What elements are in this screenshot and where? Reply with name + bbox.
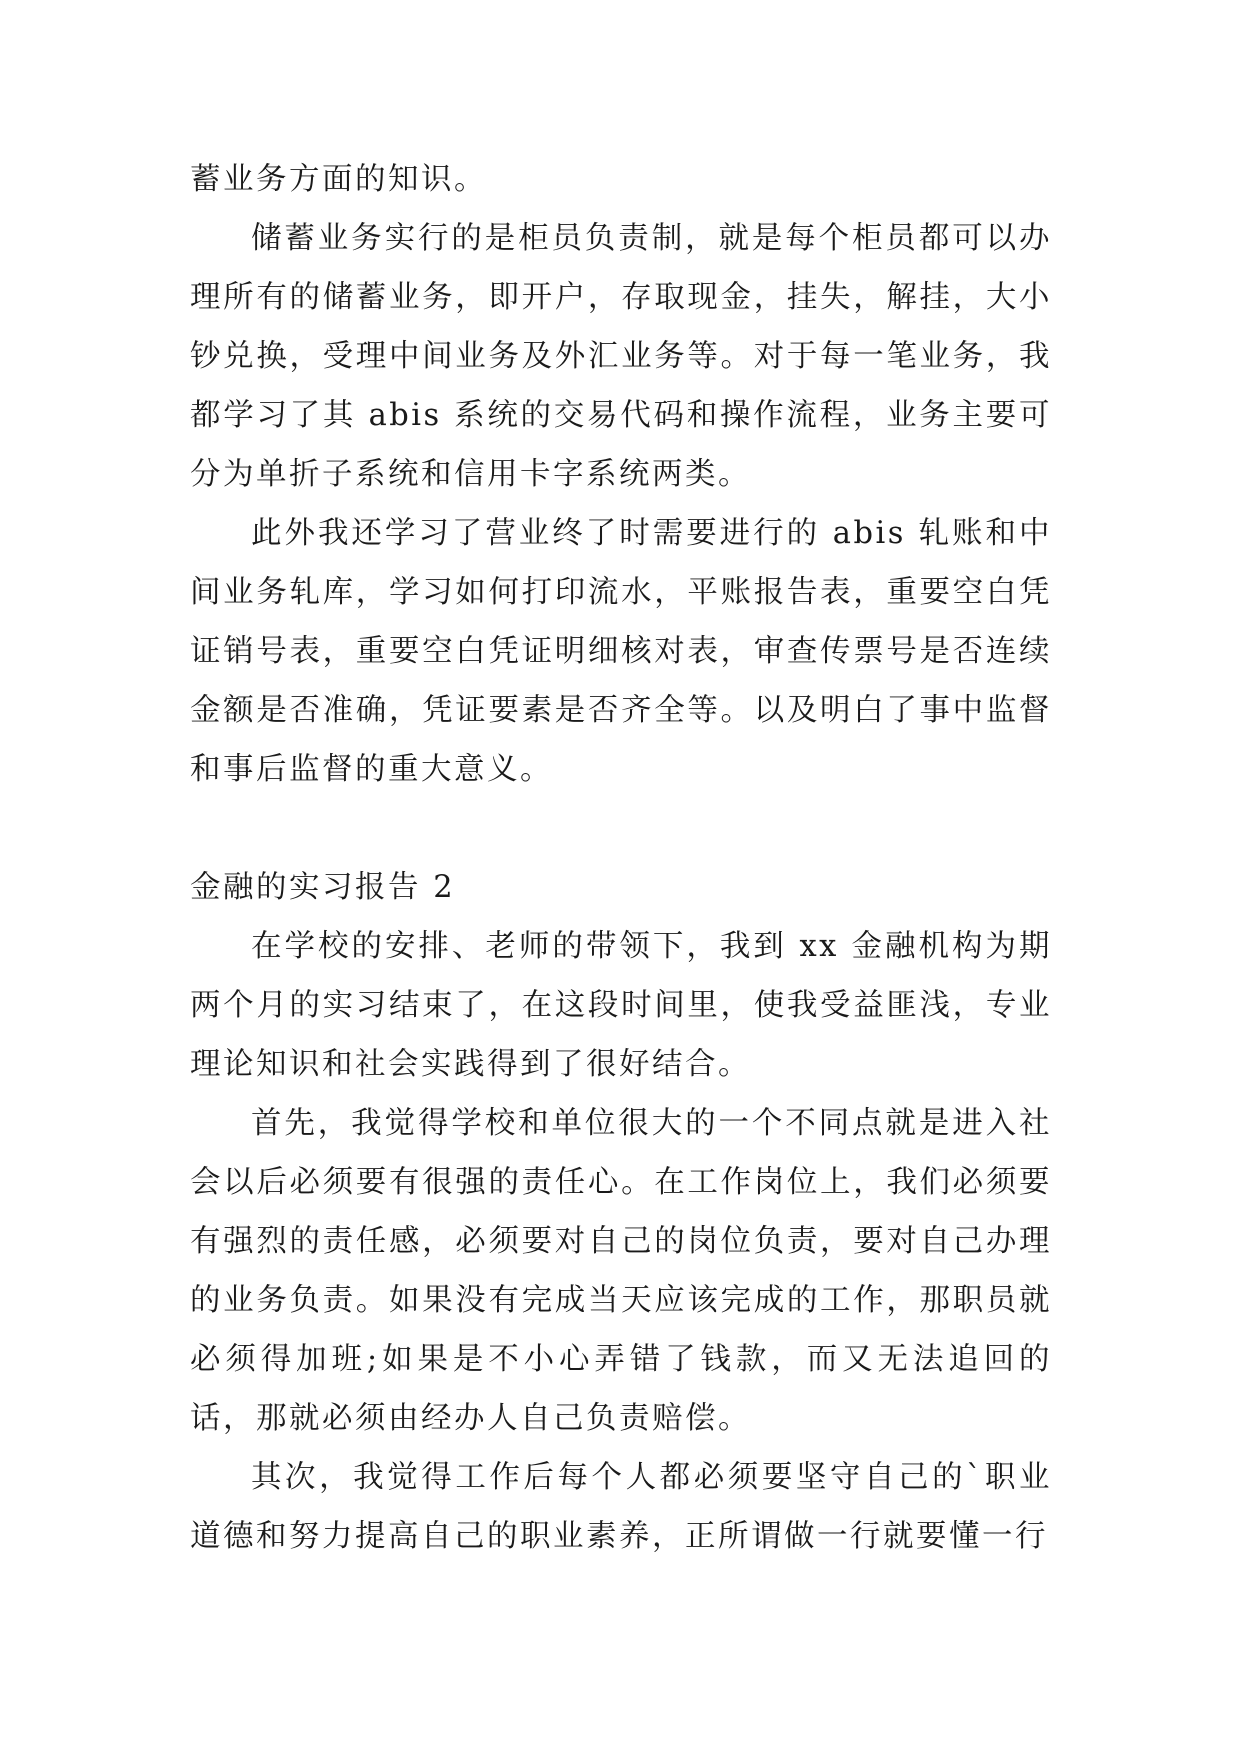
paragraph-internship-intro: 在学校的安排、老师的带领下，我到 xx 金融机构为期两个月的实习结束了，在这段时间里，使我受益匪浅，专业理论知识和社会实践得到了很好结合。	[190, 929, 1052, 1082]
paragraph-professional-ethics: 其次，我觉得工作后每个人都必须要坚守自己的`职业道德和努力提高自己的职业素养，正所谓做一行就要懂一行	[190, 1460, 1052, 1554]
section-gap	[190, 799, 1052, 858]
paragraph-continuation: 蓄业务方面的知识。	[190, 162, 487, 197]
document-page	[190, 150, 1052, 1566]
paragraph-savings-teller: 储蓄业务实行的是柜员负责制，就是每个柜员都可以办理所有的储蓄业务，即开户，存取现金，挂失，解挂，大小钞兑换，受理中间业务及外汇业务等。对于每一笔业务，我都学习了其 abis 系统的交易代码和操作流程，业务主要可分为单折子系统和信用卡字系统两类。	[190, 221, 1052, 492]
section-heading: 金融的实习报告 2	[190, 870, 456, 905]
paragraph-responsibility: 首先，我觉得学校和单位很大的一个不同点就是进入社会以后必须要有很强的责任心。在工作岗位上，我们必须要有强烈的责任感，必须要对自己的岗位负责，要对自己办理的业务负责。如果没有完成当天应该完成的工作，那职员就必须得加班;如果是不小心弄错了钱款，而又无法追回的话，那就必须由经办人自己负责赔偿。	[190, 1106, 1052, 1436]
paragraph-closing-procedures: 此外我还学习了营业终了时需要进行的 abis 轧账和中间业务轧库，学习如何打印流水，平账报告表，重要空白凭证销号表，重要空白凭证明细核对表，审查传票号是否连续金额是否准确，凭证要素是否齐全等。以及明白了事中监督和事后监督的重大意义。	[190, 516, 1052, 787]
